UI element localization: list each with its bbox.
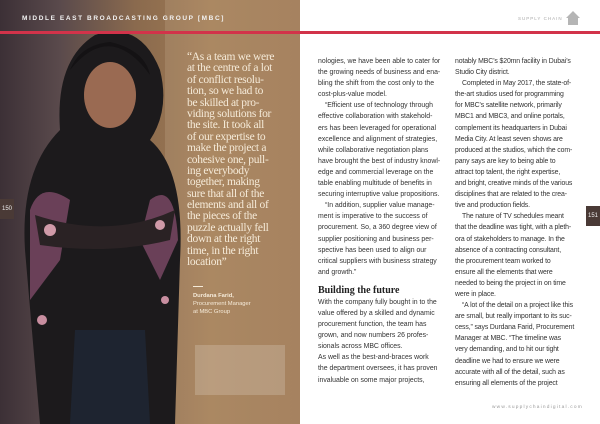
- text-line: nologies, we have been able to cater for: [318, 58, 441, 65]
- text-line: tion, so we had to: [187, 85, 264, 98]
- section-title: MIDDLE EAST BROADCASTING GROUP [MBC]: [22, 15, 226, 22]
- text-line: at the centre of a lot: [187, 62, 273, 75]
- text-line: notably MBC’s $20mn facility in Dubai’s: [455, 58, 571, 65]
- text-line: supplier positioning and business per-: [318, 235, 434, 243]
- text-line: are small, but really important to its suc-: [455, 313, 572, 321]
- text-line: the-art studios used for programming: [455, 91, 564, 99]
- website-url: www.supplychaindigital.com: [492, 405, 583, 410]
- pull-quote: [187, 52, 300, 268]
- text-line: procurement. So, a 360 degree view of: [318, 224, 437, 232]
- text-line: puzzle actually fell: [187, 221, 269, 234]
- text-line: absence of a contracting consultant,: [455, 246, 562, 254]
- quote-attribution: [193, 292, 251, 316]
- text-line: the growing needs of business and ena-: [318, 69, 441, 77]
- text-line: elements and all of: [187, 199, 269, 212]
- text-line: together, making: [187, 176, 260, 189]
- text-line: ing everybody: [187, 164, 250, 177]
- text-line: ensure all the elements that were: [455, 268, 553, 276]
- text-line: edge and commercial leverage on the: [318, 168, 434, 176]
- text-line: critical suppliers with business strategy: [318, 257, 437, 265]
- text-line: ment is imperative to the success of: [318, 213, 428, 221]
- text-line: Media City. At least seven shows are: [455, 135, 563, 143]
- text-line: “Efficient use of technology through: [325, 102, 433, 110]
- text-line: Studio City district.: [455, 69, 510, 77]
- text-line: Completed in May 2017, the state-of-: [462, 80, 572, 88]
- text-line: location”: [187, 256, 227, 269]
- text-line: the pieces of the: [187, 210, 257, 223]
- text-line: have brought the best of industry knowl-: [318, 157, 441, 165]
- text-line: procurement function, the team has: [318, 321, 427, 329]
- text-line: were in place.: [455, 290, 496, 298]
- text-line: With the company fully bought in to the: [318, 298, 437, 306]
- text-line: table enabling multitude of benefits in: [318, 180, 432, 188]
- article-column-1: [318, 56, 440, 386]
- text-line: time, in the right: [187, 244, 259, 257]
- text-line: of our expertise to: [187, 130, 266, 143]
- text-line: viding solutions for: [187, 107, 272, 120]
- text-line: bling the shift from the cost only to the: [318, 80, 435, 88]
- text-line: for MBC’s satellite network, primarily: [455, 102, 562, 110]
- house-icon[interactable]: [565, 10, 581, 26]
- text-line: the procurement team worked to: [455, 257, 551, 265]
- text-line: complement its headquarters in Dubai: [455, 124, 567, 132]
- text-line: ensuring all elements of the project: [455, 379, 558, 387]
- text-line: As well as the best-and-braces work: [318, 354, 429, 362]
- text-line: cohesive one, pull-: [187, 153, 269, 166]
- text-line: pany says are key to being able to: [455, 157, 556, 165]
- text-line: cost-plus-value model.: [318, 91, 387, 99]
- magazine-section: SUPPLY CHAIN: [518, 16, 563, 21]
- text-line: make the project a: [187, 142, 267, 155]
- text-line: attract top talent, the right expertise,: [455, 168, 561, 176]
- text-line: invaluable on some major projects,: [318, 376, 425, 384]
- text-line: sure that all of the: [187, 187, 265, 200]
- text-line: spective has been used to align our: [318, 246, 427, 254]
- text-line: tive and production fields.: [455, 202, 530, 210]
- text-line: deadline we had to ensure we were: [455, 357, 560, 365]
- divider: [193, 286, 203, 287]
- text-line: disciplines that are related to the crea-: [455, 191, 567, 199]
- text-line: and bright, creative minds of the various: [455, 180, 573, 188]
- attribution-role: at MBC Group: [193, 309, 231, 315]
- text-line: “As a team we were: [187, 51, 275, 63]
- text-line: the site. It took all: [187, 119, 265, 132]
- text-line: ers has been leveraged for operational: [318, 124, 436, 132]
- text-line: needed to being the project in on time: [455, 279, 566, 287]
- text-line: effective collaboration with stakehold-: [318, 113, 433, 121]
- header-rule: [0, 31, 600, 34]
- text-line: down at the right: [187, 233, 261, 246]
- text-line: be skilled at pro-: [187, 96, 260, 109]
- text-line: MBC1 and MBC3, and online portals,: [455, 113, 565, 121]
- text-line: cess,” says Durdana Farid, Procurement: [455, 324, 575, 332]
- text-line: while collaborative negotiation plans: [318, 146, 429, 154]
- text-line: excellence and alignment of strategies,: [318, 135, 438, 143]
- text-line: “A lot of the detail on a project like this: [462, 302, 573, 310]
- text-line: “In addition, supplier value manage-: [325, 202, 435, 210]
- text-line: of conflict resolu-: [187, 73, 264, 86]
- text-line: sionals across MBC offices.: [318, 343, 403, 351]
- text-line: the department oversees, it has proven: [318, 365, 438, 373]
- text-line: grown, and now numbers 26 profes-: [318, 332, 429, 340]
- text-line: The nature of TV schedules meant: [462, 213, 564, 221]
- attribution-role: Procurement Manager: [193, 301, 251, 307]
- page-number-left: 150: [0, 199, 14, 219]
- text-line: that the deadline was tight, with a pleth-: [455, 224, 572, 232]
- section-heading: Building the future: [318, 284, 400, 296]
- article-column-2: [455, 56, 574, 389]
- page-number-right: 151: [586, 206, 600, 226]
- text-line: securing interruptive value propositions.: [318, 191, 440, 199]
- text-line: value offered by a skilled and dynamic: [318, 309, 435, 317]
- attribution-name: Durdana Farid,: [193, 293, 234, 299]
- text-line: produced at the studios, which the com-: [455, 146, 573, 154]
- text-line: accurate with all of the detail, such as: [455, 368, 565, 376]
- text-line: very demanding, and to hit our tight: [455, 346, 559, 354]
- text-line: and growth.”: [318, 268, 357, 276]
- text-line: ora of stakeholders to manage. In the: [455, 235, 565, 243]
- text-line: Manager at MBC. “The timeline was: [455, 335, 561, 343]
